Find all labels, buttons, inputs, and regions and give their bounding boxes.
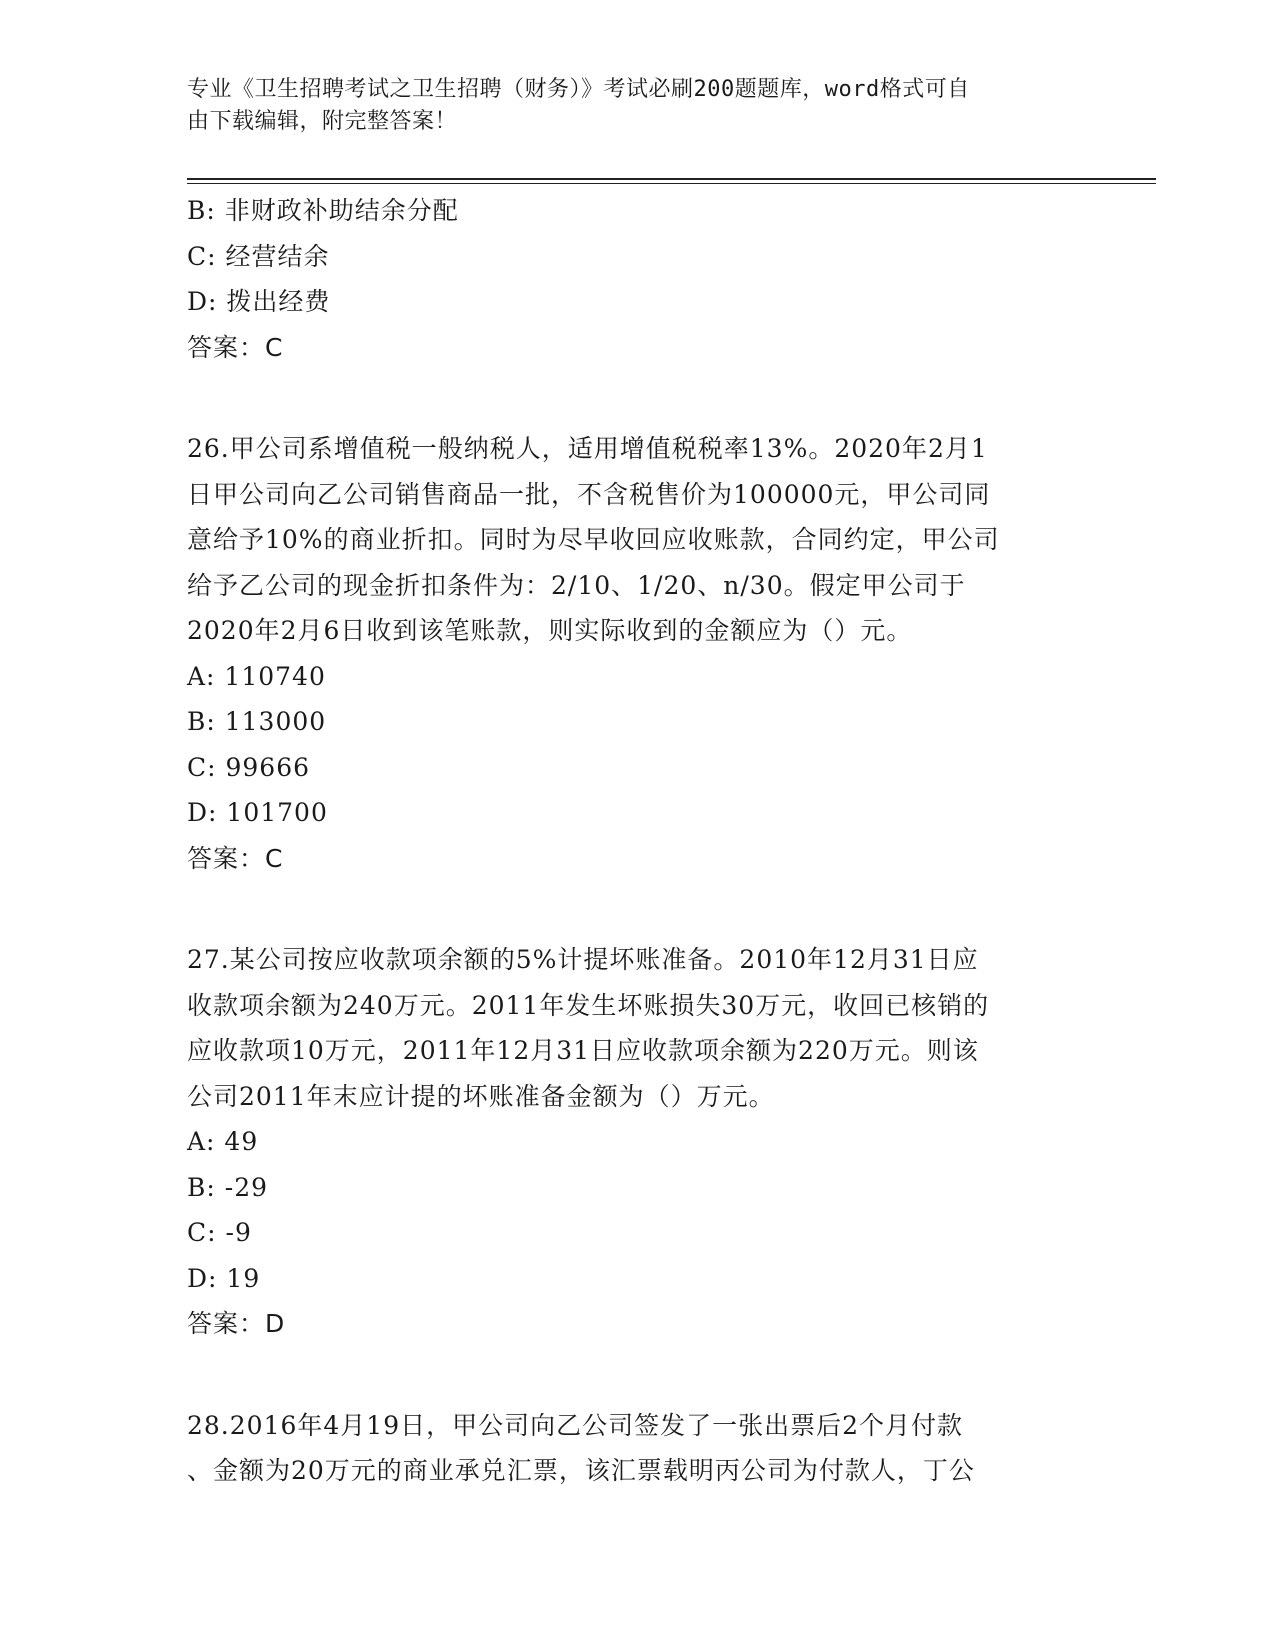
option-b: B: 非财政补助结余分配 [187,196,459,225]
option-a: A: 49 [187,1127,259,1156]
question-28 [187,1403,1087,1494]
question-27 [187,937,1087,1347]
option-d: D: 拨出经费 [187,287,331,316]
header-divider-thin [187,183,1156,184]
question-spacer [187,1347,1087,1403]
question-text-line: 日甲公司向乙公司销售商品一批，不含税售价为100000元，甲公司同 [187,479,991,509]
option-b: B: 113000 [187,707,327,736]
question-text-line: 给予乙公司的现金折扣条件为：2/10、1/20、n/30。假定甲公司于 [187,570,966,600]
header-line-2: 由下载编辑，附完整答案！ [187,109,458,134]
question-text-line: 收款项余额为240万元。2011年发生坏账损失30万元，收回已核销的 [187,990,990,1020]
question-spacer [187,881,1087,937]
document-header [187,74,1087,138]
question-25-tail [187,188,1087,370]
question-text-line: 28.2016年4月19日，甲公司向乙公司签发了一张出票后2个月付款 [187,1410,964,1440]
question-text-line: 公司2011年末应计提的坏账准备金额为（）万元。 [187,1081,775,1111]
question-text-line: 意给予10%的商业折扣。同时为尽早收回应收账款，合同约定，甲公司 [187,525,1000,554]
option-d: D: 19 [187,1263,261,1293]
option-b: B: -29 [187,1172,268,1202]
question-spacer [187,370,1087,426]
answer-line: 答案：D [187,1309,286,1338]
option-c: C: -9 [187,1218,252,1247]
option-a: A: 110740 [187,661,326,691]
option-c: C: 经营结余 [187,241,330,271]
header-divider-thick [187,178,1156,180]
header-line-1: 专业《卫生招聘考试之卫生招聘（财务）》考试必刷200题题库，word格式可自 [187,77,970,102]
question-26 [187,426,1087,881]
question-text-line: 2020年2月6日收到该笔账款，则实际收到的金额应为（）元。 [187,616,913,645]
answer-line: 答案：C [187,843,284,873]
option-d: D: 101700 [187,798,328,827]
question-text-line: 27.某公司按应收款项余额的5%计提坏账准备。2010年12月31日应 [187,945,979,974]
answer-line: 答案：C [187,332,284,362]
question-text-line: 26.甲公司系增值税一般纳税人，适用增值税税率13%。2020年2月1 [187,434,988,463]
question-text-line: 应收款项10万元，2011年12月31日应收款项余额为220万元。则该 [187,1036,979,1065]
question-text-line: 、金额为20万元的商业承兑汇票，该汇票载明丙公司为付款人，丁公 [187,1456,975,1485]
option-c: C: 99666 [187,752,311,782]
document-body [187,188,1087,1494]
